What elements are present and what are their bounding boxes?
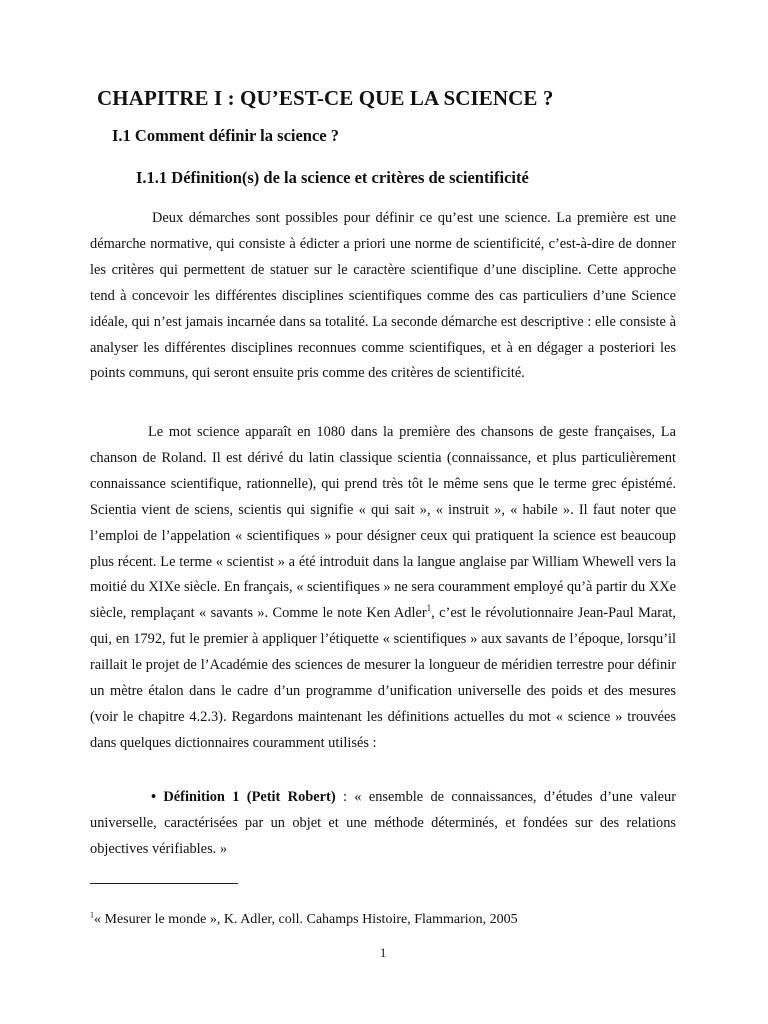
chapter-title: CHAPITRE I : QU’EST-CE QUE LA SCIENCE ? — [97, 86, 554, 110]
footnote-reference[interactable]: 1 — [426, 603, 432, 614]
section-title: I.1 Comment définir la science ? — [112, 126, 339, 145]
footnote-marker: 1 — [90, 910, 94, 920]
paragraph-etymology-text-b: , c’est le révolutionnaire Jean-Paul Marat, qui, en 1792, fut le premier à appliquer l’étiquette « scientifiques » aux savants de l’époque, lorsqu’il raillait le projet de l’Académie des sciences de mesurer la longueur de méridien terrestre pour définir un mètre étalon dans le cadre d’un programme d’unification universelle des poids et des mesures (voir le chapitre 4.2.3). Regardons maintenant les définitions actuelles du mot « science » trouvées dans quelques dictionnaires couramment utilisés : — [90, 605, 677, 751]
paragraph-etymology-text-a: Le mot science apparaît en 1080 dans la première des chansons de geste françaises, La chanson de Roland. Il est dérivé du latin classique scientia (connaissance, et plus particulièrement connaissance scientifique, rationnelle), qui prend très tôt le même sens que le terme grec épistémé. Scientia vient de sciens, scientis qui signifie « qui sait », « instruit », « habile ». Il faut noter que l’emploi de l’appelation « scientifiques » pour désigner ceux qui pratiquent la science est beaucoup plus récent. Le terme « scientist » a été introduit dans la langue anglaise par William Whewell vers la moitié du XIXe siècle. En français, « scientifiques » ne sera couramment employé qu’à partir du XXe siècle, remplaçant « savants ». Comme le note Ken Adler — [90, 424, 676, 622]
subsection-title: I.1.1 Définition(s) de la science et critères de scientificité — [136, 168, 529, 187]
page-number: 1 — [380, 946, 387, 960]
definition-1-text: : « ensemble de connaissances, d’études d’une valeur universelle, caractérisées par un objet et une méthode déterminés, et fondées sur des relations objectives vérifiables. » — [90, 789, 676, 857]
footnote-text: « Mesurer le monde », K. Adler, coll. Cahamps Histoire, Flammarion, 2005 — [94, 912, 518, 927]
footnote-separator — [90, 883, 238, 884]
definition-1-label: • Définition 1 (Petit Robert) — [151, 789, 336, 805]
paragraph-etymology — [90, 420, 676, 757]
paragraph-demarches: Deux démarches sont possibles pour définir ce qu’est une science. La première est une démarche normative, qui consiste à édicter a priori une norme de scientificité, c’est-à-dire de donner les critères qui permettent de statuer sur le caractère scientifique d’une discipline. Cette approche tend à concevoir les différentes disciplines scientifiques comme des cas particuliers d’une Science idéale, qui n’est jamais incarnée dans sa totalité. La seconde démarche est descriptive : elle consiste à analyser les différentes disciplines reconnues comme scientifiques, et à en dégager a posteriori les points communs, qui seront ensuite pris comme des critères de scientificité. — [90, 210, 676, 382]
footnote — [90, 912, 518, 928]
definition-1 — [90, 785, 676, 863]
